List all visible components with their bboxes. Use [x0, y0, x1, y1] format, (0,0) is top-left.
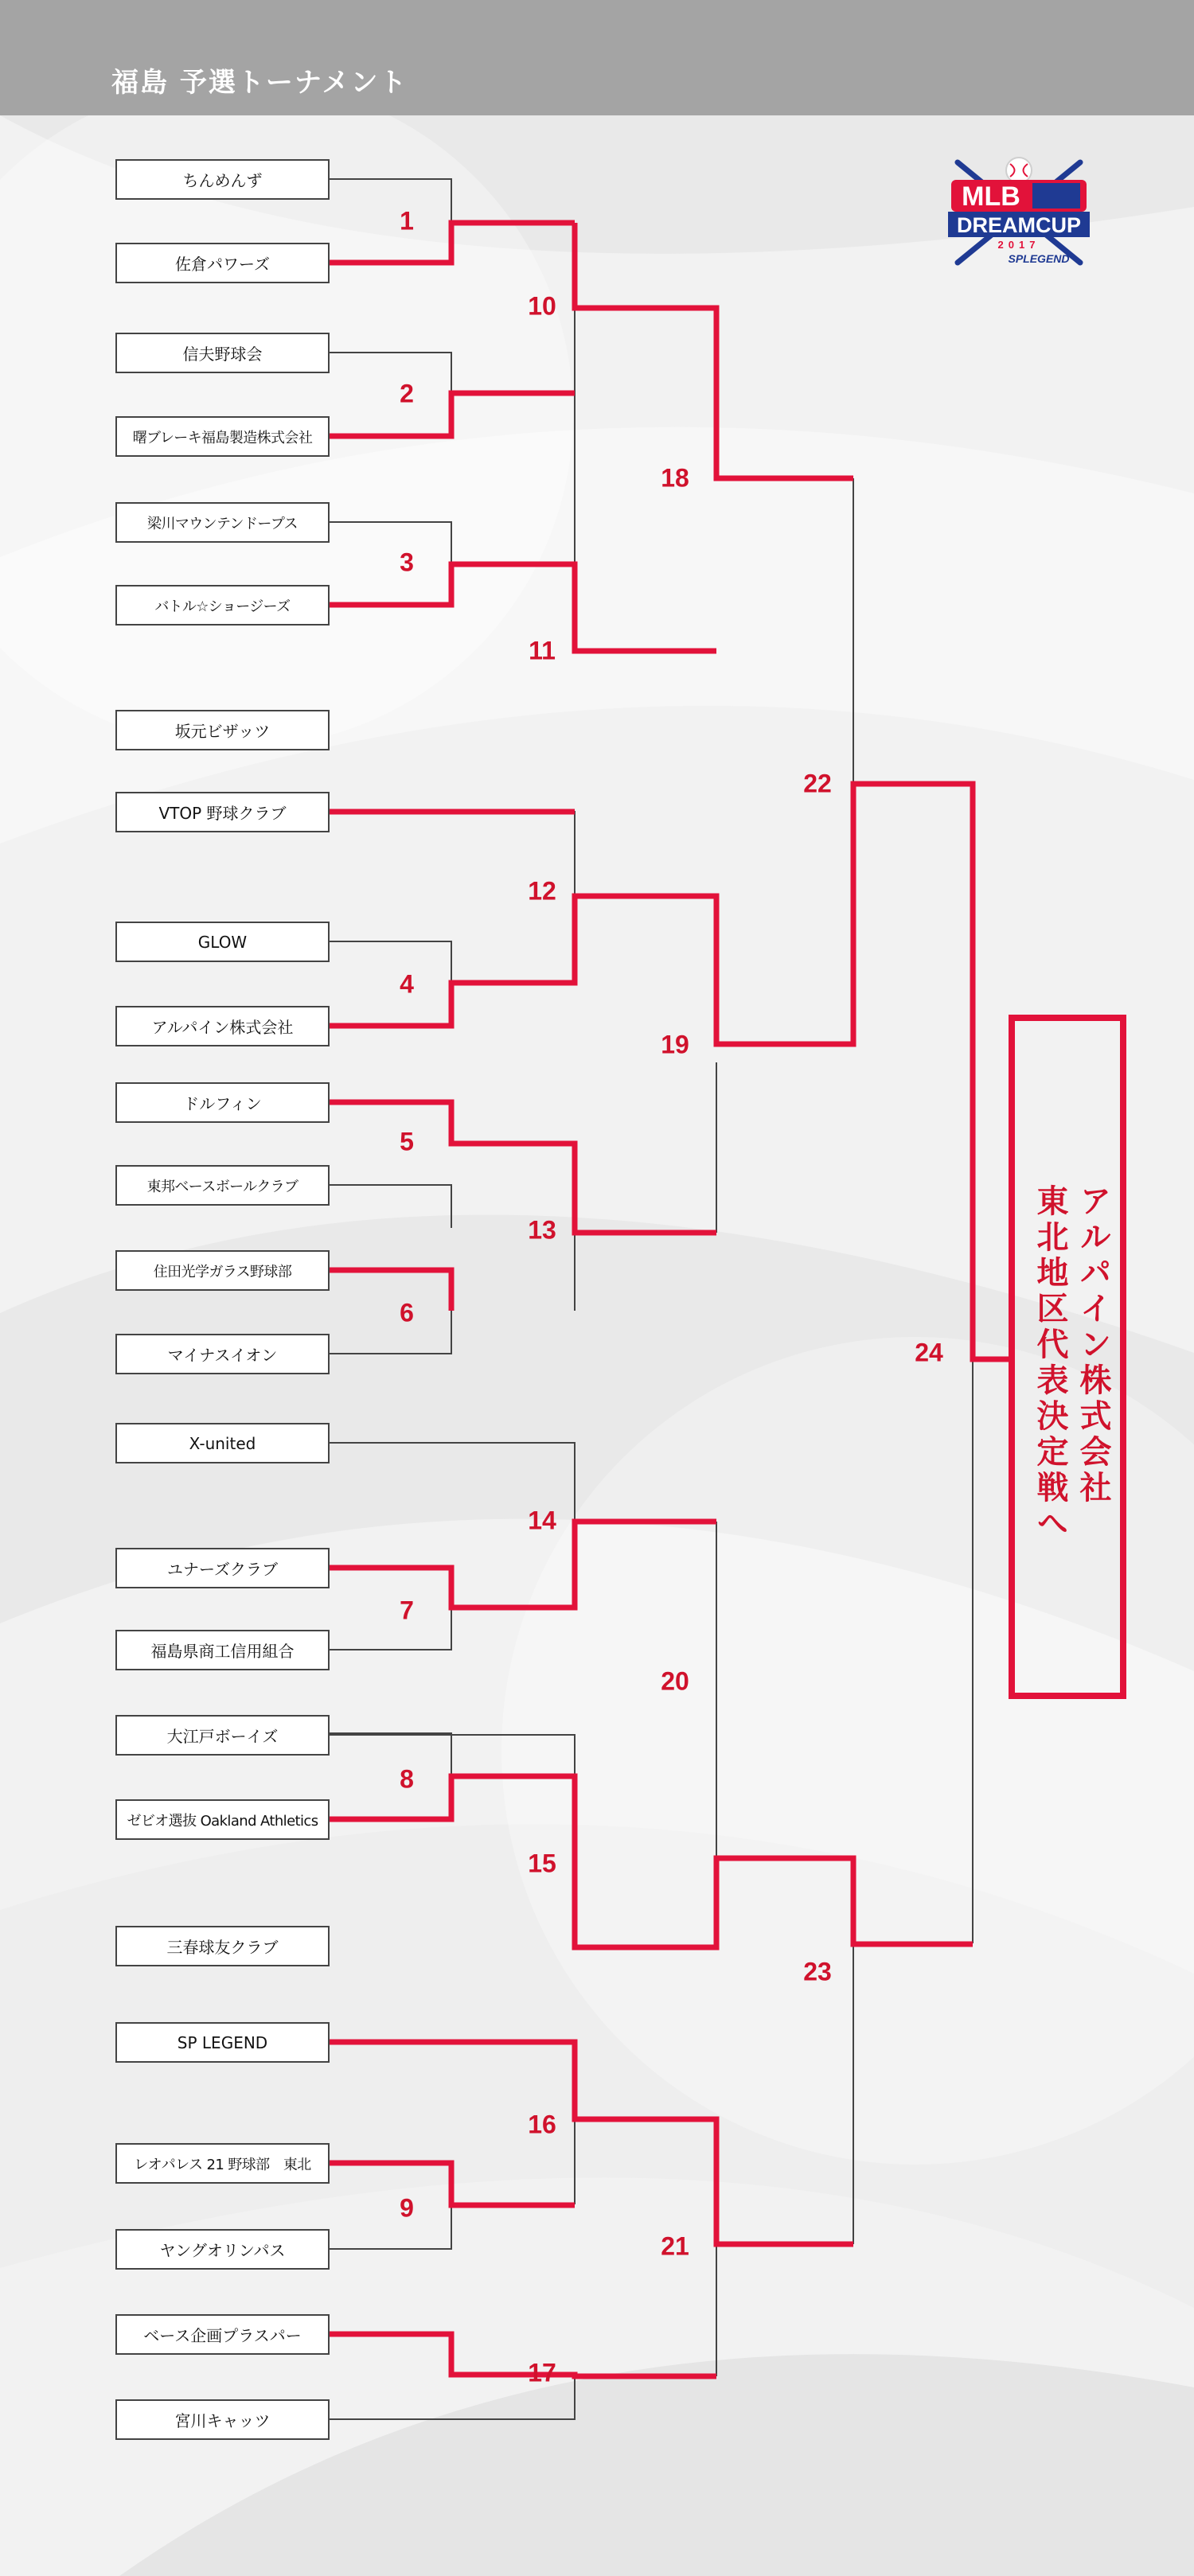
team-box: 坂元ビザッツ	[115, 710, 330, 750]
match-number: 18	[661, 463, 689, 493]
match-number: 13	[528, 1215, 556, 1245]
team-box: ドルフィン	[115, 1082, 330, 1123]
team-box: 佐倉パワーズ	[115, 243, 330, 283]
match-number: 22	[803, 769, 832, 798]
logo-sponsor-text: SPLEGEND	[1008, 252, 1070, 265]
match-number: 7	[400, 1596, 414, 1625]
match-number: 4	[400, 969, 414, 999]
bracket-thin-lines	[330, 179, 973, 2419]
match-number: 15	[528, 1849, 556, 1878]
team-box: 東邦ベースボールクラブ	[115, 1165, 330, 1206]
match-number: 5	[400, 1127, 414, 1156]
winner-box	[1009, 1015, 1126, 1699]
team-box: VTOP 野球クラブ	[115, 792, 330, 832]
team-box: 大江戸ボーイズ	[115, 1715, 330, 1756]
match-number: 10	[528, 291, 556, 321]
page-title: 福島 予選トーナメント	[111, 67, 408, 99]
logo-dreamcup-text: DREAMCUP	[956, 213, 1082, 237]
match-number: 1	[400, 206, 414, 236]
match-number: 23	[803, 1957, 832, 1986]
match-number: 12	[528, 876, 556, 906]
match-number: 9	[400, 2193, 414, 2223]
match-number: 17	[528, 2358, 556, 2387]
team-box: ヤングオリンパス	[115, 2229, 330, 2270]
team-box: ベース企画プラスパー	[115, 2314, 330, 2355]
team-box: 梁川マウンテンドープス	[115, 502, 330, 543]
team-box: レオパレス 21 野球部 東北	[115, 2143, 330, 2184]
team-box: 信夫野球会	[115, 333, 330, 373]
match-number: 19	[661, 1030, 689, 1059]
bracket-win-lines	[330, 223, 1009, 2376]
match-number: 2	[400, 379, 414, 408]
match-number: 21	[661, 2231, 689, 2261]
mlb-dreamcup-logo	[943, 153, 1094, 271]
team-box: SP LEGEND	[115, 2022, 330, 2063]
match-number: 16	[528, 2110, 556, 2139]
match-number: 20	[661, 1666, 689, 1696]
team-box: 曙ブレーキ福島製造株式会社	[115, 416, 330, 457]
team-box: 三春球友クラブ	[115, 1926, 330, 1966]
match-number: 11	[529, 636, 556, 665]
match-number: 24	[915, 1338, 943, 1367]
team-box: GLOW	[115, 922, 330, 962]
team-box: アルパイン株式会社	[115, 1006, 330, 1046]
match-number: 14	[528, 1506, 556, 1535]
team-box: 住田光学ガラス野球部	[115, 1250, 330, 1291]
logo-year-text: 2017	[997, 239, 1040, 251]
match-number: 6	[400, 1298, 414, 1327]
match-number: 8	[400, 1764, 414, 1794]
team-box: 福島県商工信用組合	[115, 1630, 330, 1670]
winner-team-name: アルパイン株式会社	[1075, 1184, 1111, 1506]
team-box: ちんめんず	[115, 159, 330, 200]
team-box: マイナスイオン	[115, 1334, 330, 1374]
team-box: X-united	[115, 1423, 330, 1463]
team-box: バトル☆ショージーズ	[115, 585, 330, 625]
team-box: ユナーズクラブ	[115, 1548, 330, 1588]
logo-mlb-text: MLB	[962, 181, 1020, 212]
match-number: 3	[400, 548, 414, 577]
team-box: 宮川キャッツ	[115, 2399, 330, 2440]
winner-note: 東北地区代表決定戦へ	[1032, 1184, 1068, 1542]
team-box: ゼビオ選抜 Oakland Athletics	[115, 1799, 330, 1840]
